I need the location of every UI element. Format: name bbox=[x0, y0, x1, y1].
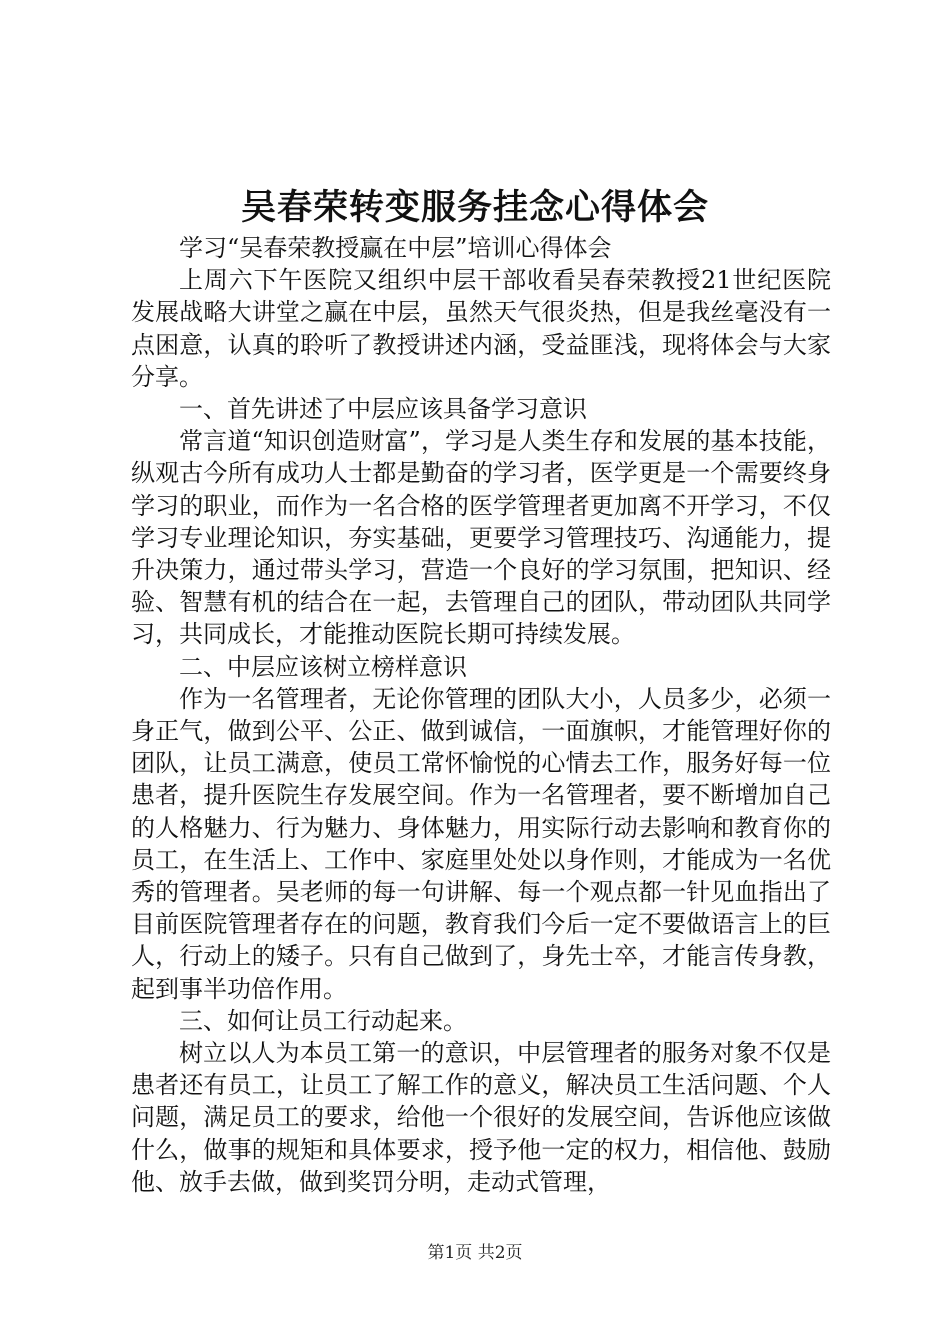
section-heading-3: 三、如何让员工行动起来。 bbox=[179, 1006, 467, 1035]
document-body bbox=[131, 232, 831, 1198]
paragraph-section-1: 常言道“知识创造财富”，学习是人类生存和发展的基本技能，纵观古今所有成功人士都是勤奋的学习者，医学更是一个需要终身学习的职业，而作为一名合格的医学管理者更加离不开学习，不仅学习专业理论知识，夯实基础，更要学习管理技巧、沟通能力，提升决策力，通过带头学习，营造一个良好的学习氛围，把知识、经验、智慧有机的结合在一起，去管理自己的团队，带动团队共同学习，共同成长，才能推动医院长期可持续发展。 bbox=[131, 427, 831, 649]
paragraph-section-2: 作为一名管理者，无论你管理的团队大小，人员多少，必须一身正气，做到公平、公正、做到诚信，一面旗帜，才能管理好你的团队，让员工满意，使员工常怀愉悦的心情去工作，服务好每一位患者，提升医院生存发展空间。作为一名管理者，要不断增加自己的人格魅力、行为魅力、身体魅力，用实际行动去影响和教育你的员工，在生活上、工作中、家庭里处处以身作则，才能成为一名优秀的管理者。吴老师的每一句讲解、每一个观点都一针见血指出了目前医院管理者存在的问题，教育我们今后一定不要做语言上的巨人，行动上的矮子。只有自己做到了，身先士卒，才能言传身教，起到事半功倍作用。 bbox=[131, 684, 831, 1003]
paragraph-subtitle: 学习“吴春荣教授赢在中层”培训心得体会 bbox=[179, 234, 612, 262]
section-heading-1: 一、首先讲述了中层应该具备学习意识 bbox=[179, 395, 587, 424]
paragraph-intro: 上周六下午医院又组织中层干部收看吴春荣教授21世纪医院发展战略大讲堂之赢在中层，虽然天气很炎热，但是我丝毫没有一点困意，认真的聆听了教授讲述内涵，受益匪浅，现将体会与大家分享。 bbox=[131, 266, 831, 391]
paragraph-section-3: 树立以人为本员工第一的意识，中层管理者的服务对象不仅是患者还有员工，让员工了解工作的意义，解决员工生活问题、个人问题，满足员工的要求，给他一个很好的发展空间，告诉他应该做什么，做事的规矩和具体要求，授予他一定的权力，相信他、鼓励他、放手去做，做到奖罚分明，走动式管理， bbox=[131, 1039, 831, 1196]
page-footer: 第1页 共2页 bbox=[427, 1243, 523, 1263]
page-title: 吴春荣转变服务挂念心得体会 bbox=[240, 187, 709, 228]
section-heading-2: 二、中层应该树立榜样意识 bbox=[179, 652, 467, 681]
